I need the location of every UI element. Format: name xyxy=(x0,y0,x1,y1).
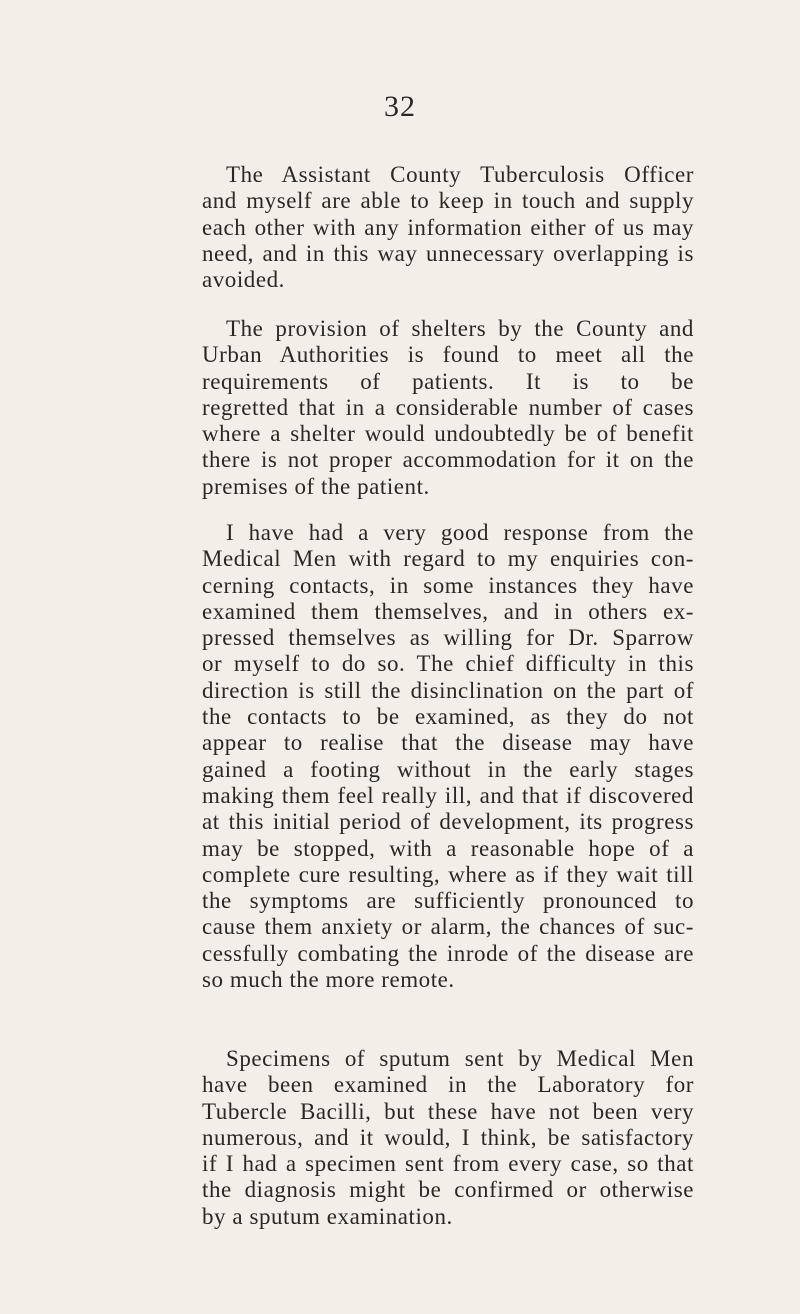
text-line: Medical Men with regard to my enquiries con- xyxy=(202,546,694,572)
text-line: the contacts to be examined, as they do not xyxy=(202,704,694,730)
text-line: The Assistant County Tuberculosis Officer xyxy=(226,162,694,187)
paragraph-3 xyxy=(202,520,694,993)
text-line: examined them themselves, and in others ex- xyxy=(202,598,694,624)
text-line: pressed themselves as willing for Dr. Sparrow xyxy=(202,625,694,651)
text-line: where a shelter would undoubtedly be of benefit xyxy=(202,421,694,447)
paragraph-4 xyxy=(202,1046,694,1230)
text-line: or myself to do so. The chief difficulty in this xyxy=(202,651,694,677)
paragraph-1 xyxy=(202,162,694,293)
text-line: by a sputum examination. xyxy=(202,1203,453,1229)
text-line: Specimens of sputum sent by Medical Men xyxy=(226,1046,694,1071)
text-line: The provision of shelters by the County and xyxy=(226,316,694,341)
text-line: at this initial period of development, its progress xyxy=(202,809,694,835)
paragraph-2 xyxy=(202,316,694,500)
text-line: Urban Authorities is found to meet all the xyxy=(202,342,694,368)
text-line: requirements of patients. It is to be xyxy=(202,368,694,394)
text-line: and myself are able to keep in touch and supply xyxy=(202,188,694,214)
text-line: cerning contacts, in some instances they have xyxy=(202,572,694,598)
text-line: the symptoms are sufficiently pronounced to xyxy=(202,888,694,914)
text-line: complete cure resulting, where as if they wait till xyxy=(202,861,694,887)
text-line: there is not proper accommodation for it on the xyxy=(202,447,694,473)
text-line: so much the more remote. xyxy=(202,967,455,993)
text-line: Tubercle Bacilli, but these have not been very xyxy=(202,1098,694,1124)
text-line: cause them anxiety or alarm, the chances of suc- xyxy=(202,914,694,940)
text-line: may be stopped, with a reasonable hope of a xyxy=(202,835,694,861)
text-line: cessfully combating the inrode of the disease are xyxy=(202,940,694,966)
text-line: have been examined in the Laboratory for xyxy=(202,1072,694,1098)
text-line: I have had a very good response from the xyxy=(226,520,694,545)
text-line: each other with any information either of us may xyxy=(202,214,694,240)
text-line: appear to realise that the disease may have xyxy=(202,730,694,756)
text-line: regretted that in a considerable number of cases xyxy=(202,394,694,420)
text-line: avoided. xyxy=(202,267,285,293)
page-number: 32 xyxy=(384,90,416,123)
text-line: if I had a specimen sent from every case, so that xyxy=(202,1151,694,1177)
text-line: numerous, and it would, I think, be satisfactory xyxy=(202,1124,694,1150)
text-line: need, and in this way unnecessary overlapping is xyxy=(202,240,694,266)
text-line: making them feel really ill, and that if discovered xyxy=(202,782,694,808)
text-line: gained a footing without in the early stages xyxy=(202,756,694,782)
text-line: direction is still the disinclination on the part of xyxy=(202,677,694,703)
text-line: the diagnosis might be confirmed or otherwise xyxy=(202,1177,694,1203)
text-line: premises of the patient. xyxy=(202,473,430,499)
